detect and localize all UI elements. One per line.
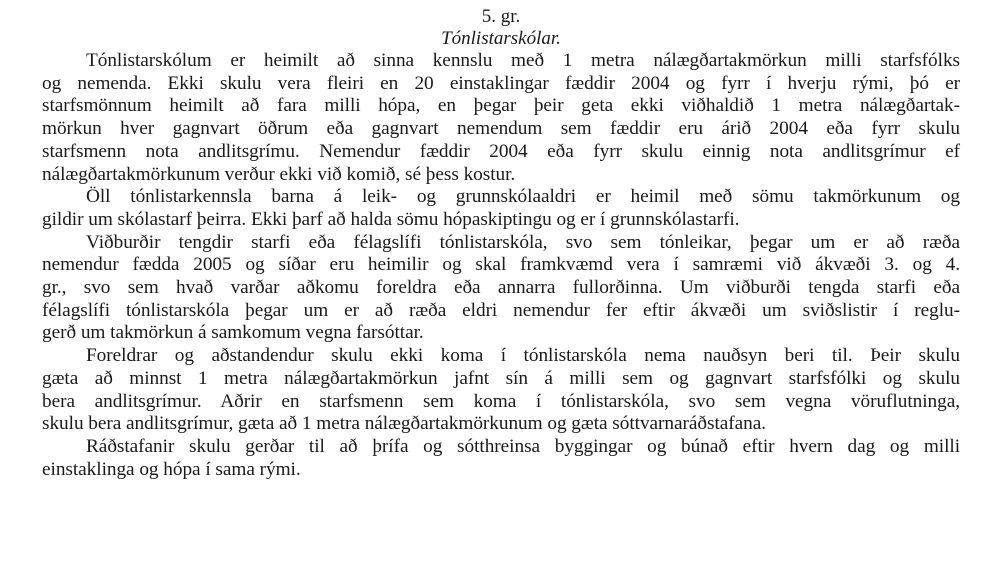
text-line: félagslífi tónlistarskóla þegar um er að ræða eldri nemendur fer eftir ákvæði um sviðslistir í reglu- (42, 299, 960, 321)
document-page (42, 0, 960, 481)
text-line: gildir um skólastarf þeirra. Ekki þarf að halda sömu hópaskiptingu og er í grunnskólastarfi. (42, 208, 740, 230)
text-line: nemendur fædda 2005 og síðar eru heimilir og skal framkvæmd vera í samræmi við ákvæði 3. og 4. (42, 254, 960, 276)
article-title: Tónlistarskólar. (441, 28, 561, 49)
text-line: starfsmönnum heimilt að fara milli hópa, en þegar þeir geta ekki viðhaldið 1 metra nálægðartak- (42, 95, 960, 117)
text-line: Foreldrar og aðstandendur skulu ekki koma í tónlistarskóla nema nauðsyn beri til. Þeir skulu (86, 345, 960, 367)
article-number: 5. gr. (481, 6, 521, 27)
text-line: og nemenda. Ekki skulu vera fleiri en 20 einstaklingar fæddir 2004 og fyrr í hverju rými, þó er (42, 72, 960, 94)
text-line: Tónlistarskólum er heimilt að sinna kennslu með 1 metra nálægðartakmörkun milli starfsfólks (86, 50, 960, 71)
text-line: mörkun hver gagnvart öðrum eða gagnvart nemendum sem fæddir eru árið 2004 eða fyrr skulu (42, 118, 960, 140)
text-line: Ráðstafanir skulu gerðar til að þrífa og sótthreinsa byggingar og búnað eftir hvern dag og milli (86, 435, 960, 457)
text-line: nálægðartakmörkunum verður ekki við komið, sé þess kostur. (42, 163, 516, 185)
paragraph-4 (42, 345, 960, 436)
paragraph-5 (42, 436, 960, 481)
paragraph-3 (42, 232, 960, 346)
text-line: Viðburðir tengdir starfi eða félagslífi tónlistarskóla, svo sem tónleikar, þegar um er að ræða (86, 231, 960, 253)
text-line: skulu bera andlitsgrímur, gæta að 1 metra nálægðartakmörkunum og gæta sóttvarnaráðstafana. (42, 413, 767, 435)
text-line: bera andlitsgrímur. Aðrir en starfsmenn sem koma í tónlistarskóla, svo sem vegna vöruflutninga, (42, 390, 960, 412)
text-line: gæta að minnst 1 metra nálægðartakmörkun jafnt sín á milli sem og gagnvart starfsfólki og skulu (42, 367, 960, 389)
paragraph-1 (42, 50, 960, 186)
text-line: gerð um takmörkun á samkomum vegna farsóttar. (42, 322, 424, 344)
text-line: einstaklinga og hópa í sama rými. (42, 458, 301, 480)
text-line: starfsmenn nota andlitsgrímu. Nemendur fæddir 2004 eða fyrr skulu einnig nota andlitsgrímur ef (42, 140, 960, 162)
text-line: Öll tónlistarkennsla barna á leik- og grunnskólaaldri er heimil með sömu takmörkunum og (86, 186, 960, 208)
paragraph-2 (42, 186, 960, 231)
text-line: gr., svo sem hvað varðar aðkomu foreldra eða annarra fullorðinna. Um viðburði tengda starfi eða (42, 277, 960, 299)
